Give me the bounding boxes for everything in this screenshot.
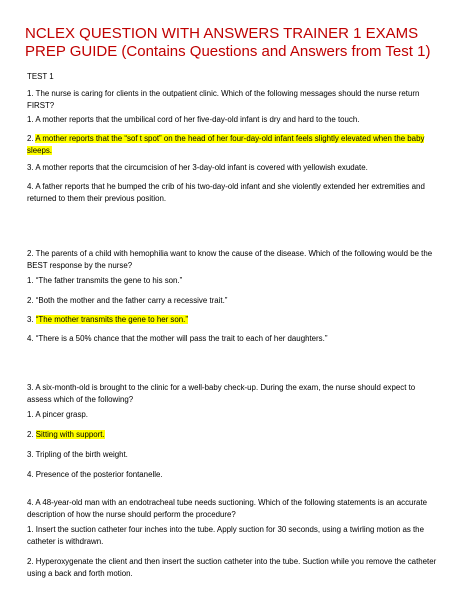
- question-4-option-1: 1. Insert the suction catheter four inches into the tube. Apply suction for 30 seconds, using a twirling motion as the catheter is withdrawn.: [27, 525, 424, 546]
- question-3-stem: 3. A six-month-old is brought to the clinic for a well-baby check-up. During the exam, the nurse should expect to assess which of the following?: [27, 383, 416, 404]
- question-3-option-4: 4. Presence of the posterior fontanelle.: [27, 470, 163, 479]
- question-2-option-1: 1. “The father transmits the gene to his son.”: [27, 276, 183, 285]
- question-2-option-3: [27, 314, 439, 326]
- question-2-stem: 2. The parents of a child with hemophilia want to know the cause of the disease. Which of the following would be the BEST response by the nurse?: [27, 249, 433, 270]
- question-4-option-2: 2. Hyperoxygenate the client and then insert the suction catheter into the tube. Suction while you remove the catheter using a back and forth motion.: [27, 557, 437, 578]
- question-1-option-1: 1. A mother reports that the umbilical cord of her five-day-old infant is dry and hard to the touch.: [27, 115, 360, 124]
- question-3-option-2: [27, 429, 439, 441]
- test-label: TEST 1: [27, 72, 54, 81]
- question-2-option-4: 4. “There is a 50% chance that the mother will pass the trait to each of her daughters.”: [27, 334, 328, 343]
- question-4-stem: 4. A 48-year-old man with an endotracheal tube needs suctioning. Which of the following statements is an accurate description of how the nurse should perform the procedure?: [27, 498, 428, 519]
- option-number: 2.: [27, 430, 36, 439]
- option-number: 2.: [27, 134, 36, 143]
- question-1-option-2: [27, 133, 439, 157]
- highlighted-answer: “The mother transmits the gene to her son.”: [35, 315, 188, 324]
- option-number: 3.: [27, 315, 36, 324]
- question-3-option-3: 3. Tripling of the birth weight.: [27, 450, 128, 459]
- question-2-option-2: 2. “Both the mother and the father carry a recessive trait.”: [27, 296, 228, 305]
- question-1-option-3: 3. A mother reports that the circumcision of her 3-day-old infant is covered with yellowish exudate.: [27, 163, 368, 172]
- question-3-option-1: 1. A pincer grasp.: [27, 410, 88, 419]
- highlighted-answer: Sitting with support.: [35, 430, 105, 439]
- question-1-stem: 1. The nurse is caring for clients in the outpatient clinic. Which of the following messages should the nurse return FIRST?: [27, 89, 420, 110]
- document-title: NCLEX QUESTION WITH ANSWERS TRAINER 1 EXAMS PREP GUIDE (Contains Questions and Answers from Test 1): [25, 25, 431, 60]
- question-1-option-4: 4. A father reports that he bumped the crib of his two-day-old infant and she violently extended her extremities and returned to them their previous position.: [27, 182, 425, 203]
- highlighted-answer: A mother reports that the “sof t spot” on the head of her four-day-old infant feels slightly elevated when the baby sleeps.: [27, 134, 425, 155]
